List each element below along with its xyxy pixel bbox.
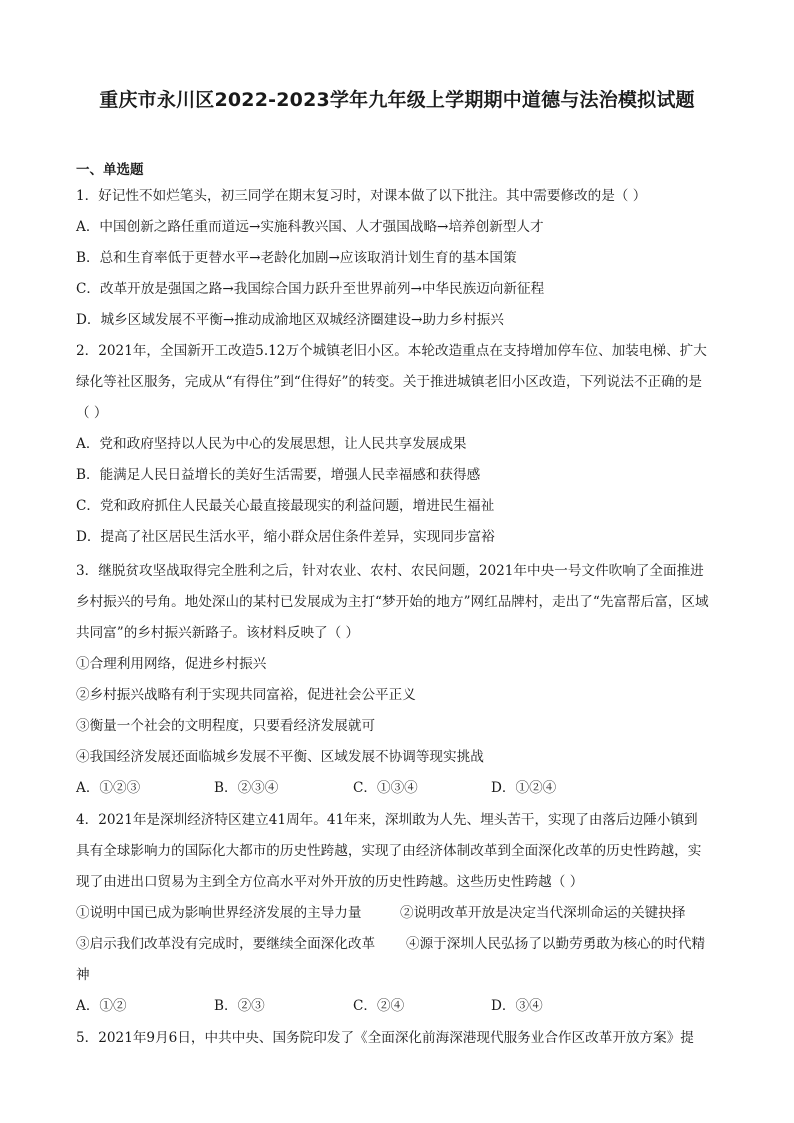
question-4-option-d: D．③④	[491, 998, 543, 1014]
question-4-stem-line-3: 现了由进出口贸易为主到全方位高水平对外开放的历史性跨越。这些历史性跨越（ ）	[76, 874, 584, 890]
question-4-statement-4-continued: 神	[76, 967, 90, 983]
question-5-stem-line-1: 5．2021年9月6日，中共中央、国务院印发了《全面深化前海深港现代服务业合作区改革开放方案》提	[76, 1030, 694, 1046]
question-4-statement-4: ④源于深圳人民弘扬了以勤劳勇敢为核心的时代精	[406, 936, 706, 952]
question-4-statement-2: ②说明改革开放是决定当代深圳命运的关键抉择	[400, 905, 686, 921]
question-4-stem-line-1: 4．2021年是深圳经济特区建立41周年。41年来，深圳敢为人先、埋头苦干，实现了由落后边陲小镇到	[76, 812, 698, 828]
question-4-statement-1: ①说明中国已成为影响世界经济发展的主导力量	[76, 905, 362, 921]
question-3-stem-line-2: 乡村振兴的号角。地处深山的某村已发展成为主打“梦开始的地方”网红品牌村，走出了“先富帮后富，区域	[76, 594, 709, 610]
question-1-option-b: B．总和生育率低于更替水平→老龄化加剧→应该取消计划生育的基本国策	[76, 250, 517, 266]
question-2-option-a: A．党和政府坚持以人民为中心的发展思想，让人民共享发展成果	[76, 436, 467, 452]
question-1-stem: 1．好记性不如烂笔头，初三同学在期末复习时，对课本做了以下批注。其中需要修改的是（ ）	[76, 188, 647, 204]
question-2-stem-line-3: （ ）	[76, 405, 108, 421]
question-4-option-b: B．②③	[214, 998, 265, 1014]
question-3-option-d: D．①②④	[491, 780, 557, 796]
question-2-stem-line-1: 2．2021年，全国新开工改造5.12万个城镇老旧小区。本轮改造重点在支持增加停车位、加装电梯、扩大	[76, 343, 707, 359]
question-1-option-a: A．中国创新之路任重而道远→实施科教兴国、人才强国战略→培养创新型人才	[76, 219, 544, 235]
question-3-statement-1: ①合理利用网络，促进乡村振兴	[76, 656, 267, 672]
question-4-statement-3: ③启示我们改革没有完成时，要继续全面深化改革	[76, 936, 376, 952]
question-3-option-a: A．①②③	[76, 780, 141, 796]
question-3-statement-4: ④我国经济发展还面临城乡发展不平衡、区域发展不协调等现实挑战	[76, 749, 484, 765]
question-3-stem-line-3: 共同富”的乡村振兴新路子。该材料反映了（ ）	[76, 625, 360, 641]
question-1-option-c: C．改革开放是强国之路→我国综合国力跃升至世界前列→中华民族迈向新征程	[76, 281, 545, 297]
section-heading: 一、单选题	[76, 162, 144, 178]
question-2-option-b: B．能满足人民日益增长的美好生活需要，增强人民幸福感和获得感	[76, 467, 481, 483]
question-4-option-c: C．②④	[353, 998, 405, 1014]
question-3-statement-2: ②乡村振兴战略有利于实现共同富裕，促进社会公平正义	[76, 687, 416, 703]
question-3-option-b: B．②③④	[214, 780, 279, 796]
page-title: 重庆市永川区2022-2023学年九年级上学期期中道德与法治模拟试题	[99, 89, 695, 111]
question-2-option-c: C．党和政府抓住人民最关心最直接最现实的利益问题，增进民生福祉	[76, 498, 495, 514]
question-1-option-d: D．城乡区域发展不平衡→推动成渝地区双城经济圈建设→助力乡村振兴	[76, 312, 504, 328]
question-4-stem-line-2: 具有全球影响力的国际化大都市的历史性跨越，实现了由经济体制改革到全面深化改革的历史性跨越，实	[76, 843, 702, 859]
question-3-stem-line-1: 3．继脱贫攻坚战取得完全胜利之后，针对农业、农村、农民问题，2021年中央一号文件吹响了全面推进	[76, 563, 704, 579]
question-2-stem-line-2: 绿化等社区服务，完成从“有得住”到“住得好”的转变。关于推进城镇老旧小区改造，下列说法不正确的是	[76, 374, 702, 390]
question-2-option-d: D．提高了社区居民生活水平，缩小群众居住条件差异，实现同步富裕	[76, 529, 495, 545]
question-4-option-a: A．①②	[76, 998, 127, 1014]
question-3-statement-3: ③衡量一个社会的文明程度，只要看经济发展就可	[76, 718, 376, 734]
question-3-option-c: C．①③④	[353, 780, 418, 796]
